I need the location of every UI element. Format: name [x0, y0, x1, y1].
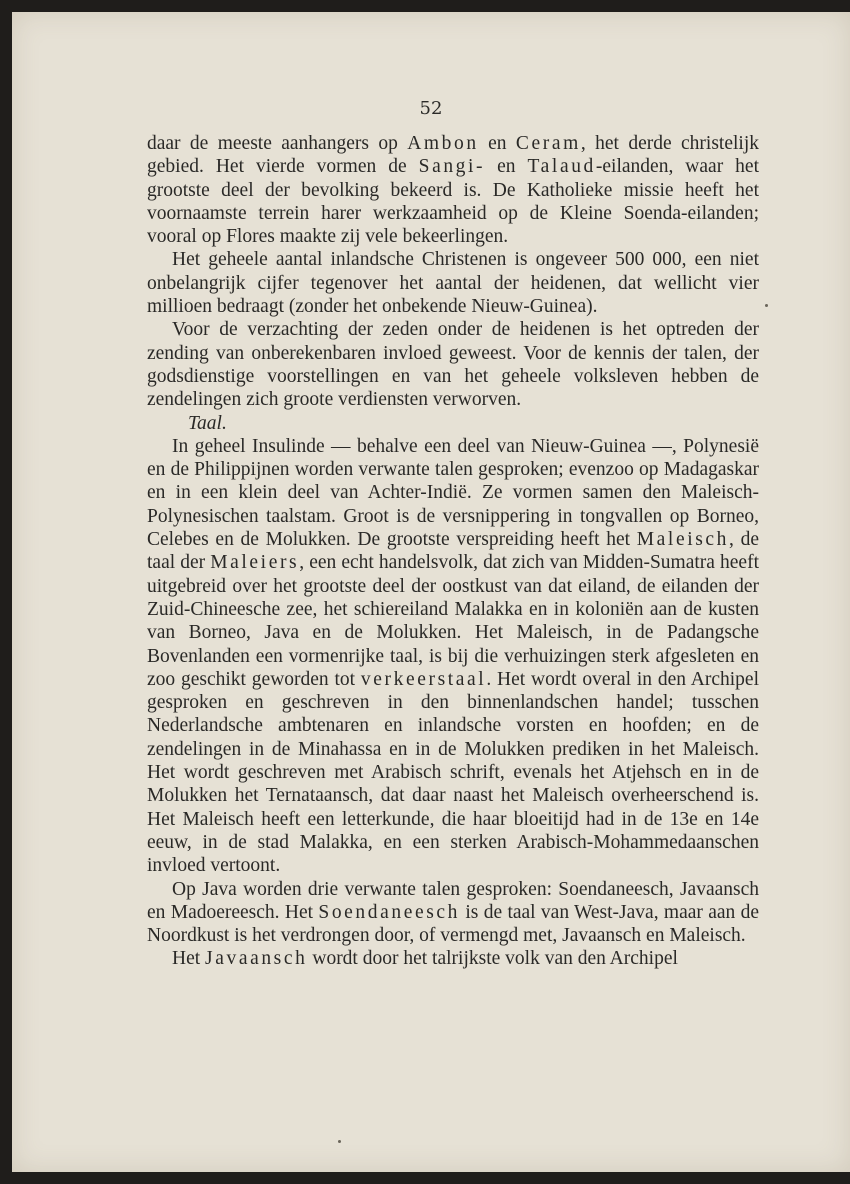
paragraph: [147, 318, 759, 411]
paper-speck: [338, 1140, 341, 1143]
book-page: [12, 12, 850, 1172]
text-run: . Het wordt overal in den Archipel gesproken en geschreven in den binnenlandschen handel; tusschen Nederlandsche ambtenaren en inlandsche vorsten en hoofden; en de zendelingen in de Minahassa en in de Molukken prediken in het Maleisch. Het wordt geschreven met Arabisch schrift, evenals het Atjehsch en in de Molukken het Ternataansch, dat daar naast het Maleisch overheerschend is. Het Maleisch heeft een letterkunde, die haar bloeitijd had in de 13e en 14e eeuw, in de stad Malakka, en een sterken Arabisch-Mohammedaanschen invloed vertoont.: [147, 668, 759, 877]
section-heading: [147, 412, 759, 435]
paragraph: [147, 132, 759, 248]
text-run: Op Java worden drie verwante talen gesproken: Soendaneesch, Javaansch en Madoereesch. Het: [147, 878, 759, 923]
page-body-text: [147, 132, 759, 971]
text-run: In geheel Insulinde — behalve een deel van Nieuw-Guinea —, Polynesië en de Philippijnen worden verwante talen gesproken; evenzoo op Madagaskar en in een klein deel van Achter-Indië. Ze vormen samen den Maleisch-Polynesischen taalstam. Groot is de versnippering in tongvallen op Borneo, Celebes en de Molukken. De grootste verspreiding heeft het: [147, 435, 759, 551]
text-run: en: [485, 156, 528, 178]
spaced-term: Ceram: [515, 133, 581, 154]
spaced-term: Soendaneesch: [318, 901, 461, 923]
page-number: 52: [419, 98, 443, 119]
text-run: , een echt handelsvolk, dat zich van Midden-Sumatra heeft uitgebreid over het grootste deel der oostkust van dat eiland, de eilanden der Zuid-Chineesche zee, het schiereiland Malakka en in koloniën aan de kusten van Borneo, Java en de Molukken. Het Maleisch, in de Padangsche Bovenlanden een vormenrijke taal, is bij die verhuizingen sterk afgesleten en zoo geschikt geworden tot: [147, 552, 760, 690]
spaced-term: Ambon: [407, 133, 479, 154]
spaced-term: verkeerstaal: [360, 668, 487, 690]
paragraph: [147, 878, 759, 948]
text-run: , de taal der: [147, 529, 759, 574]
spaced-term: Talaud: [527, 156, 596, 178]
text-run: Voor de verzachting der zeden onder de heidenen is het optreden der zending van onberekenbaren invloed geweest. Voor de kennis der talen, der godsdienstige voorstellingen en van het geheele volksleven hebben de zendelingen zich groote verdiensten verworven.: [147, 319, 759, 411]
text-run: -eilanden, waar het grootste deel der bevolking bekeerd is. De Katholieke missie heeft het voornaamste terrein harer werkzaamheid op de Kleine Soenda-eilanden; vooral op Flores maakte zij vele bekeerlingen.: [147, 156, 759, 248]
paragraph: [147, 947, 759, 970]
spaced-term: Maleisch: [636, 529, 730, 551]
spaced-term: Javaansch: [205, 948, 308, 970]
text-run: wordt door het talrijkste volk van den Archipel: [307, 948, 678, 970]
paragraph: [147, 248, 759, 318]
spaced-term: Maleiers: [210, 552, 300, 574]
paragraph: [147, 435, 759, 878]
text-run: Het: [172, 948, 206, 970]
text-run: is de taal van West-Java, maar aan de Noordkust is het verdrongen door, of vermengd met, Javaansch en Maleisch.: [147, 901, 759, 947]
text-run: daar de meeste aanhangers op: [147, 133, 408, 154]
text-run: Taal.: [188, 412, 227, 434]
paper-speck: [765, 304, 768, 307]
text-run: , het derde christelijk gebied. Het vierde vormen de: [147, 133, 760, 178]
spaced-term: Sangi-: [418, 156, 486, 178]
text-run: en: [478, 133, 516, 154]
text-run: Het geheele aantal inlandsche Christenen is ongeveer 500 000, een niet onbelangrijk cijfer tegenover het aantal der heidenen, dat wellicht vier millioen bedraagt (zonder het onbekende Nieuw-Guinea).: [147, 249, 759, 318]
